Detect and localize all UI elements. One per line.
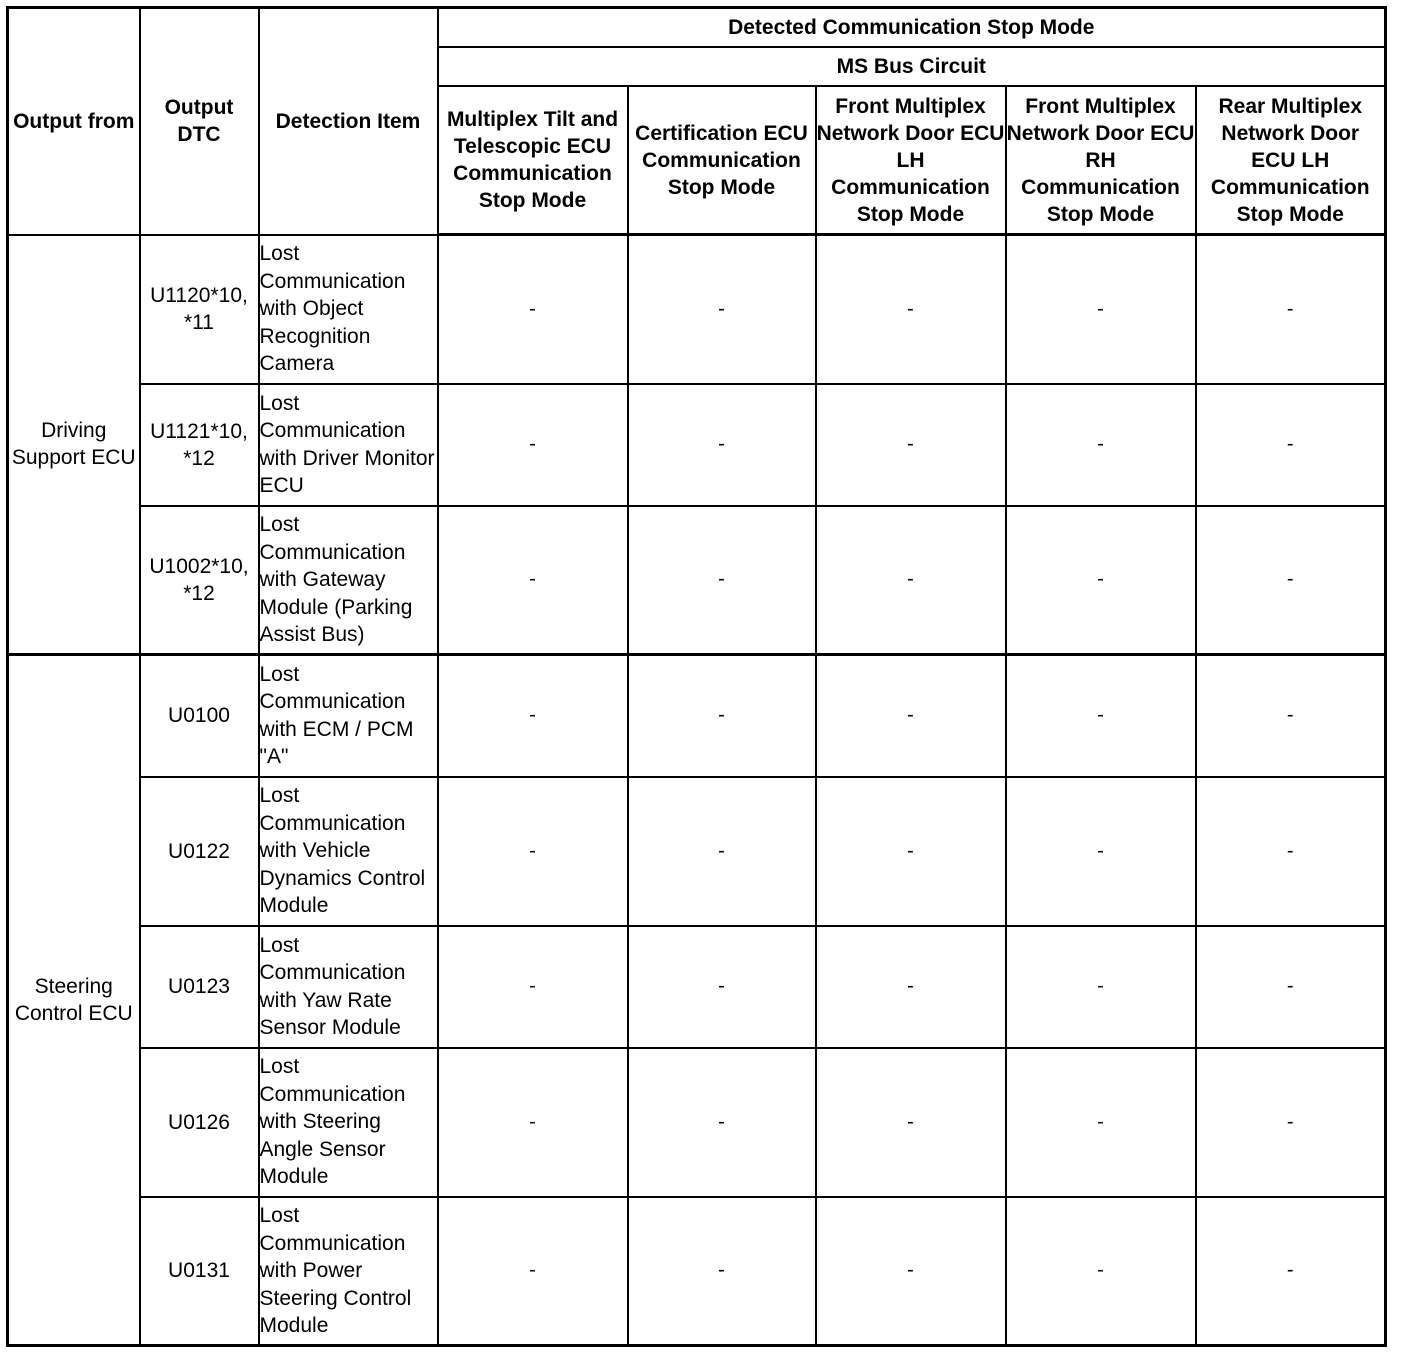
value-cell: - (438, 777, 628, 926)
value-cell: - (1006, 384, 1196, 506)
detection-item-cell: Lost Communication with Gateway Module (Parking Assist Bus) (259, 506, 438, 655)
value-cell: - (438, 926, 628, 1048)
detection-item-cell: Lost Communication with ECM / PCM "A" (259, 655, 438, 777)
dtc-cell: U0122 (140, 777, 259, 926)
header-mode-tilt-telescopic: Multiplex Tilt and Telescopic ECU Communication Stop Mode (438, 86, 628, 235)
output-from-cell: Steering Control ECU (8, 655, 140, 1346)
dtc-table (6, 6, 1387, 1347)
value-cell: - (1196, 926, 1386, 1048)
value-cell: - (816, 506, 1006, 655)
value-cell: - (1006, 926, 1196, 1048)
value-cell: - (628, 506, 816, 655)
value-cell: - (816, 655, 1006, 777)
header-output-from: Output from (8, 8, 140, 235)
detection-item-cell: Lost Communication with Power Steering Control Module (259, 1197, 438, 1346)
detection-item-cell: Lost Communication with Object Recognition Camera (259, 235, 438, 384)
detection-item-cell: Lost Communication with Steering Angle Sensor Module (259, 1048, 438, 1197)
detection-item-cell: Lost Communication with Driver Monitor ECU (259, 384, 438, 506)
value-cell: - (1196, 777, 1386, 926)
value-cell: - (628, 384, 816, 506)
value-cell: - (1006, 1048, 1196, 1197)
table-row (8, 506, 1386, 655)
header-mode-rear-door-lh: Rear Multiplex Network Door ECU LH Communication Stop Mode (1196, 86, 1386, 235)
table-body (8, 235, 1386, 1346)
value-cell: - (628, 655, 816, 777)
value-cell: - (1006, 655, 1196, 777)
value-cell: - (438, 506, 628, 655)
dtc-cell: U0100 (140, 655, 259, 777)
table-row (8, 777, 1386, 926)
value-cell: - (438, 1048, 628, 1197)
header-mode-front-door-lh: Front Multiplex Network Door ECU LH Communication Stop Mode (816, 86, 1006, 235)
table-header (8, 8, 1386, 235)
value-cell: - (816, 777, 1006, 926)
value-cell: - (1006, 1197, 1196, 1346)
value-cell: - (438, 384, 628, 506)
header-detection-item: Detection Item (259, 8, 438, 235)
detection-item-cell: Lost Communication with Yaw Rate Sensor Module (259, 926, 438, 1048)
dtc-cell: U1121*10, *12 (140, 384, 259, 506)
value-cell: - (628, 235, 816, 384)
table-row (8, 384, 1386, 506)
value-cell: - (438, 1197, 628, 1346)
value-cell: - (816, 384, 1006, 506)
value-cell: - (1196, 235, 1386, 384)
value-cell: - (816, 235, 1006, 384)
table-row (8, 655, 1386, 777)
dtc-cell: U0123 (140, 926, 259, 1048)
value-cell: - (1196, 655, 1386, 777)
value-cell: - (816, 1197, 1006, 1346)
value-cell: - (628, 1048, 816, 1197)
value-cell: - (1196, 1048, 1386, 1197)
value-cell: - (1196, 506, 1386, 655)
value-cell: - (628, 926, 816, 1048)
dtc-cell: U1002*10, *12 (140, 506, 259, 655)
header-mode-certification: Certification ECU Communication Stop Mode (628, 86, 816, 235)
header-output-dtc: Output DTC (140, 8, 259, 235)
value-cell: - (628, 1197, 816, 1346)
header-detected-stop-mode: Detected Communication Stop Mode (438, 8, 1386, 48)
value-cell: - (1006, 777, 1196, 926)
table-row (8, 235, 1386, 384)
table-row (8, 926, 1386, 1048)
dtc-cell: U0131 (140, 1197, 259, 1346)
value-cell: - (628, 777, 816, 926)
dtc-cell: U1120*10, *11 (140, 235, 259, 384)
header-ms-bus-circuit: MS Bus Circuit (438, 47, 1386, 86)
header-mode-front-door-rh: Front Multiplex Network Door ECU RH Communication Stop Mode (1006, 86, 1196, 235)
table-row (8, 1048, 1386, 1197)
detection-item-cell: Lost Communication with Vehicle Dynamics Control Module (259, 777, 438, 926)
value-cell: - (816, 1048, 1006, 1197)
table-row (8, 1197, 1386, 1346)
value-cell: - (1006, 506, 1196, 655)
value-cell: - (816, 926, 1006, 1048)
value-cell: - (1196, 1197, 1386, 1346)
dtc-table-container (6, 6, 1387, 1347)
dtc-cell: U0126 (140, 1048, 259, 1197)
value-cell: - (438, 655, 628, 777)
value-cell: - (1006, 235, 1196, 384)
value-cell: - (438, 235, 628, 384)
output-from-cell: Driving Support ECU (8, 235, 140, 655)
value-cell: - (1196, 384, 1386, 506)
